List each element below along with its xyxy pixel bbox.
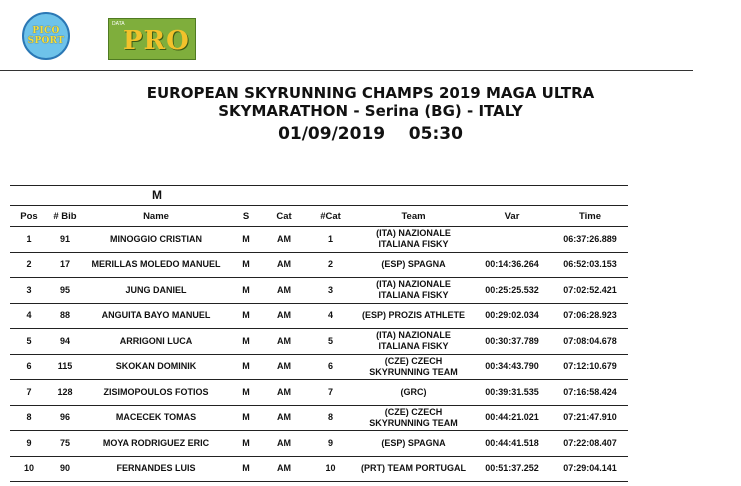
table-row bbox=[10, 431, 628, 457]
cell-cat-rank: 10 bbox=[306, 456, 355, 482]
cell-name: ARRIGONI LUCA bbox=[82, 329, 230, 355]
cell-team: (ESP) SPAGNA bbox=[355, 252, 472, 278]
cell-name: MERILLAS MOLEDO MANUEL bbox=[82, 252, 230, 278]
cell-bib: 75 bbox=[48, 431, 82, 457]
results-table bbox=[10, 205, 628, 482]
cell-time: 07:16:58.424 bbox=[552, 380, 628, 406]
cell-sex: M bbox=[230, 354, 262, 380]
category-group-header bbox=[10, 185, 628, 206]
cell-bib: 94 bbox=[48, 329, 82, 355]
cell-name: MOYA RODRIGUEZ ERIC bbox=[82, 431, 230, 457]
table-row bbox=[10, 456, 628, 482]
cell-var: 00:30:37.789 bbox=[472, 329, 552, 355]
cell-time: 07:21:47.910 bbox=[552, 405, 628, 431]
cell-cat: AM bbox=[262, 405, 306, 431]
cell-name: MINOGGIO CRISTIAN bbox=[82, 227, 230, 253]
cell-time: 07:08:04.678 bbox=[552, 329, 628, 355]
cell-bib: 115 bbox=[48, 354, 82, 380]
col-pos: Pos bbox=[10, 206, 48, 227]
cell-cat: AM bbox=[262, 329, 306, 355]
cell-pos: 5 bbox=[10, 329, 48, 355]
cell-var: 00:39:31.535 bbox=[472, 380, 552, 406]
cell-team: (CZE) CZECH SKYRUNNING TEAM bbox=[355, 405, 472, 431]
cell-pos: 2 bbox=[10, 252, 48, 278]
table-row bbox=[10, 405, 628, 431]
pro-data-logo bbox=[108, 18, 196, 60]
table-row bbox=[10, 252, 628, 278]
col-cat-rank: #Cat bbox=[306, 206, 355, 227]
cell-name: FERNANDES LUIS bbox=[82, 456, 230, 482]
cell-pos: 3 bbox=[10, 278, 48, 304]
cell-bib: 17 bbox=[48, 252, 82, 278]
col-sex: S bbox=[230, 206, 262, 227]
cell-team: (CZE) CZECH SKYRUNNING TEAM bbox=[355, 354, 472, 380]
table-row bbox=[10, 380, 628, 406]
cell-sex: M bbox=[230, 380, 262, 406]
cell-cat-rank: 6 bbox=[306, 354, 355, 380]
cell-team: (ITA) NAZIONALE ITALIANA FISKY bbox=[355, 227, 472, 253]
cell-cat-rank: 3 bbox=[306, 278, 355, 304]
cell-name: MACECEK TOMAS bbox=[82, 405, 230, 431]
cell-time: 06:52:03.153 bbox=[552, 252, 628, 278]
cell-cat: AM bbox=[262, 252, 306, 278]
cell-var: 00:44:21.021 bbox=[472, 405, 552, 431]
cell-var: 00:44:41.518 bbox=[472, 431, 552, 457]
cell-var: 00:51:37.252 bbox=[472, 456, 552, 482]
table-header-row bbox=[10, 206, 628, 227]
cell-pos: 9 bbox=[10, 431, 48, 457]
cell-var bbox=[472, 227, 552, 253]
cell-team: (ITA) NAZIONALE ITALIANA FISKY bbox=[355, 329, 472, 355]
cell-pos: 8 bbox=[10, 405, 48, 431]
cell-cat: AM bbox=[262, 380, 306, 406]
table-row bbox=[10, 329, 628, 355]
cell-sex: M bbox=[230, 252, 262, 278]
cell-cat-rank: 9 bbox=[306, 431, 355, 457]
cell-cat-rank: 7 bbox=[306, 380, 355, 406]
cell-pos: 10 bbox=[10, 456, 48, 482]
cell-team: (ITA) NAZIONALE ITALIANA FISKY bbox=[355, 278, 472, 304]
cell-pos: 7 bbox=[10, 380, 48, 406]
pro-logo-small-text: DATA bbox=[112, 21, 125, 27]
cell-var: 00:25:25.532 bbox=[472, 278, 552, 304]
pico-logo-text-1: PICO bbox=[32, 26, 60, 36]
category-group-label: M bbox=[152, 188, 162, 202]
cell-cat-rank: 1 bbox=[306, 227, 355, 253]
cell-var: 00:14:36.264 bbox=[472, 252, 552, 278]
cell-pos: 1 bbox=[10, 227, 48, 253]
event-subtitle: SKYMARATHON - Serina (BG) - ITALY bbox=[218, 102, 523, 120]
cell-bib: 96 bbox=[48, 405, 82, 431]
pico-sport-logo bbox=[22, 12, 70, 60]
cell-team: (GRC) bbox=[355, 380, 472, 406]
event-date: 01/09/2019 bbox=[278, 124, 386, 144]
cell-cat: AM bbox=[262, 303, 306, 329]
cell-name: ZISIMOPOULOS FOTIOS bbox=[82, 380, 230, 406]
cell-team: (PRT) TEAM PORTUGAL bbox=[355, 456, 472, 482]
cell-name: ANGUITA BAYO MANUEL bbox=[82, 303, 230, 329]
cell-sex: M bbox=[230, 456, 262, 482]
pico-logo-text-2: SPORT bbox=[27, 36, 65, 46]
event-title: EUROPEAN SKYRUNNING CHAMPS 2019 MAGA ULTRA bbox=[146, 84, 595, 102]
col-time: Time bbox=[552, 206, 628, 227]
table-row bbox=[10, 354, 628, 380]
header-divider bbox=[0, 70, 693, 71]
cell-bib: 128 bbox=[48, 380, 82, 406]
cell-cat: AM bbox=[262, 431, 306, 457]
event-time: 05:30 bbox=[408, 124, 463, 144]
cell-cat: AM bbox=[262, 456, 306, 482]
cell-cat: AM bbox=[262, 278, 306, 304]
cell-sex: M bbox=[230, 329, 262, 355]
cell-sex: M bbox=[230, 303, 262, 329]
cell-time: 07:06:28.923 bbox=[552, 303, 628, 329]
cell-team: (ESP) SPAGNA bbox=[355, 431, 472, 457]
cell-time: 06:37:26.889 bbox=[552, 227, 628, 253]
cell-time: 07:29:04.141 bbox=[552, 456, 628, 482]
cell-sex: M bbox=[230, 431, 262, 457]
cell-name: JUNG DANIEL bbox=[82, 278, 230, 304]
cell-time: 07:22:08.407 bbox=[552, 431, 628, 457]
cell-cat: AM bbox=[262, 354, 306, 380]
col-team: Team bbox=[355, 206, 472, 227]
cell-var: 00:29:02.034 bbox=[472, 303, 552, 329]
col-name: Name bbox=[82, 206, 230, 227]
col-var: Var bbox=[472, 206, 552, 227]
cell-team: (ESP) PROZIS ATHLETE bbox=[355, 303, 472, 329]
cell-time: 07:02:52.421 bbox=[552, 278, 628, 304]
cell-cat: AM bbox=[262, 227, 306, 253]
cell-var: 00:34:43.790 bbox=[472, 354, 552, 380]
table-row bbox=[10, 227, 628, 253]
cell-name: SKOKAN DOMINIK bbox=[82, 354, 230, 380]
col-cat: Cat bbox=[262, 206, 306, 227]
table-row bbox=[10, 303, 628, 329]
cell-cat-rank: 8 bbox=[306, 405, 355, 431]
cell-cat-rank: 4 bbox=[306, 303, 355, 329]
cell-bib: 91 bbox=[48, 227, 82, 253]
cell-bib: 95 bbox=[48, 278, 82, 304]
cell-pos: 4 bbox=[10, 303, 48, 329]
cell-pos: 6 bbox=[10, 354, 48, 380]
cell-time: 07:12:10.679 bbox=[552, 354, 628, 380]
event-datetime bbox=[0, 124, 741, 144]
cell-cat-rank: 5 bbox=[306, 329, 355, 355]
cell-sex: M bbox=[230, 405, 262, 431]
cell-bib: 90 bbox=[48, 456, 82, 482]
cell-cat-rank: 2 bbox=[306, 252, 355, 278]
cell-sex: M bbox=[230, 278, 262, 304]
pro-logo-text: PRO bbox=[123, 26, 190, 56]
cell-sex: M bbox=[230, 227, 262, 253]
col-bib: # Bib bbox=[48, 206, 82, 227]
table-row bbox=[10, 278, 628, 304]
cell-bib: 88 bbox=[48, 303, 82, 329]
